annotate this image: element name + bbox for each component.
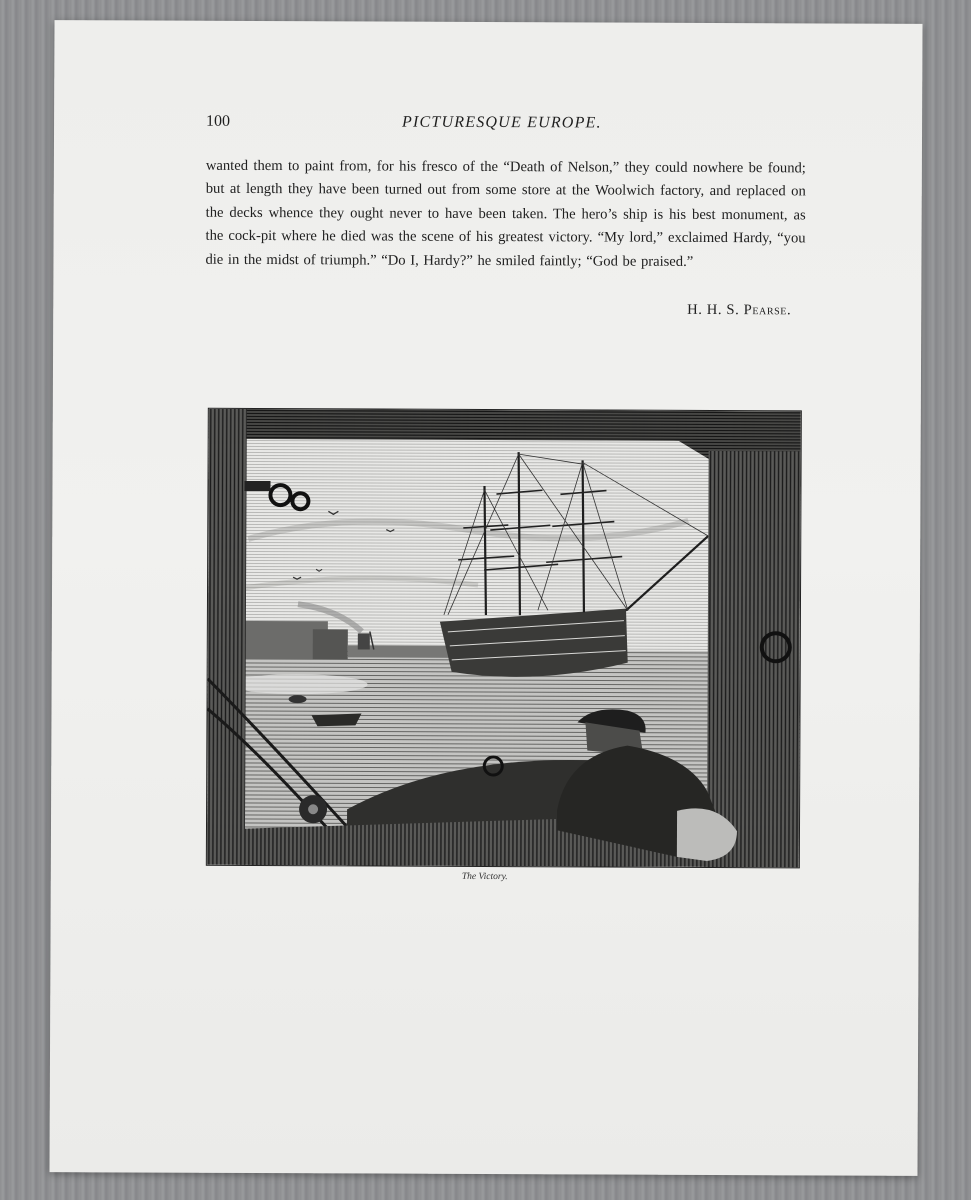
body-paragraph: wanted them to paint from, for his fresco of the “Death of Nelson,” they could nowhere be found; but at length they have been turned out from some store at the Woolwich factory, and replaced on the decks whence they ought never to have been taken. The hero’s ship is his best monument, as the cock-pit where he died was the scene of his greatest victory. “My lord,” exclaimed Hardy, “you die in the midst of triumph.” “Do I, Hardy?” he smiled faintly; “God be praised.” <box>205 157 806 270</box>
show-through-text <box>461 912 801 935</box>
engraving-illustration <box>206 408 802 869</box>
author-signature: H. H. S. Pearse. <box>687 301 792 319</box>
ship-engraving-image <box>207 409 801 868</box>
running-head: PICTURESQUE EUROPE. <box>402 113 602 132</box>
page-number: 100 <box>206 112 231 130</box>
illustration-caption: The Victory. <box>461 871 508 883</box>
book-page <box>49 20 922 1176</box>
